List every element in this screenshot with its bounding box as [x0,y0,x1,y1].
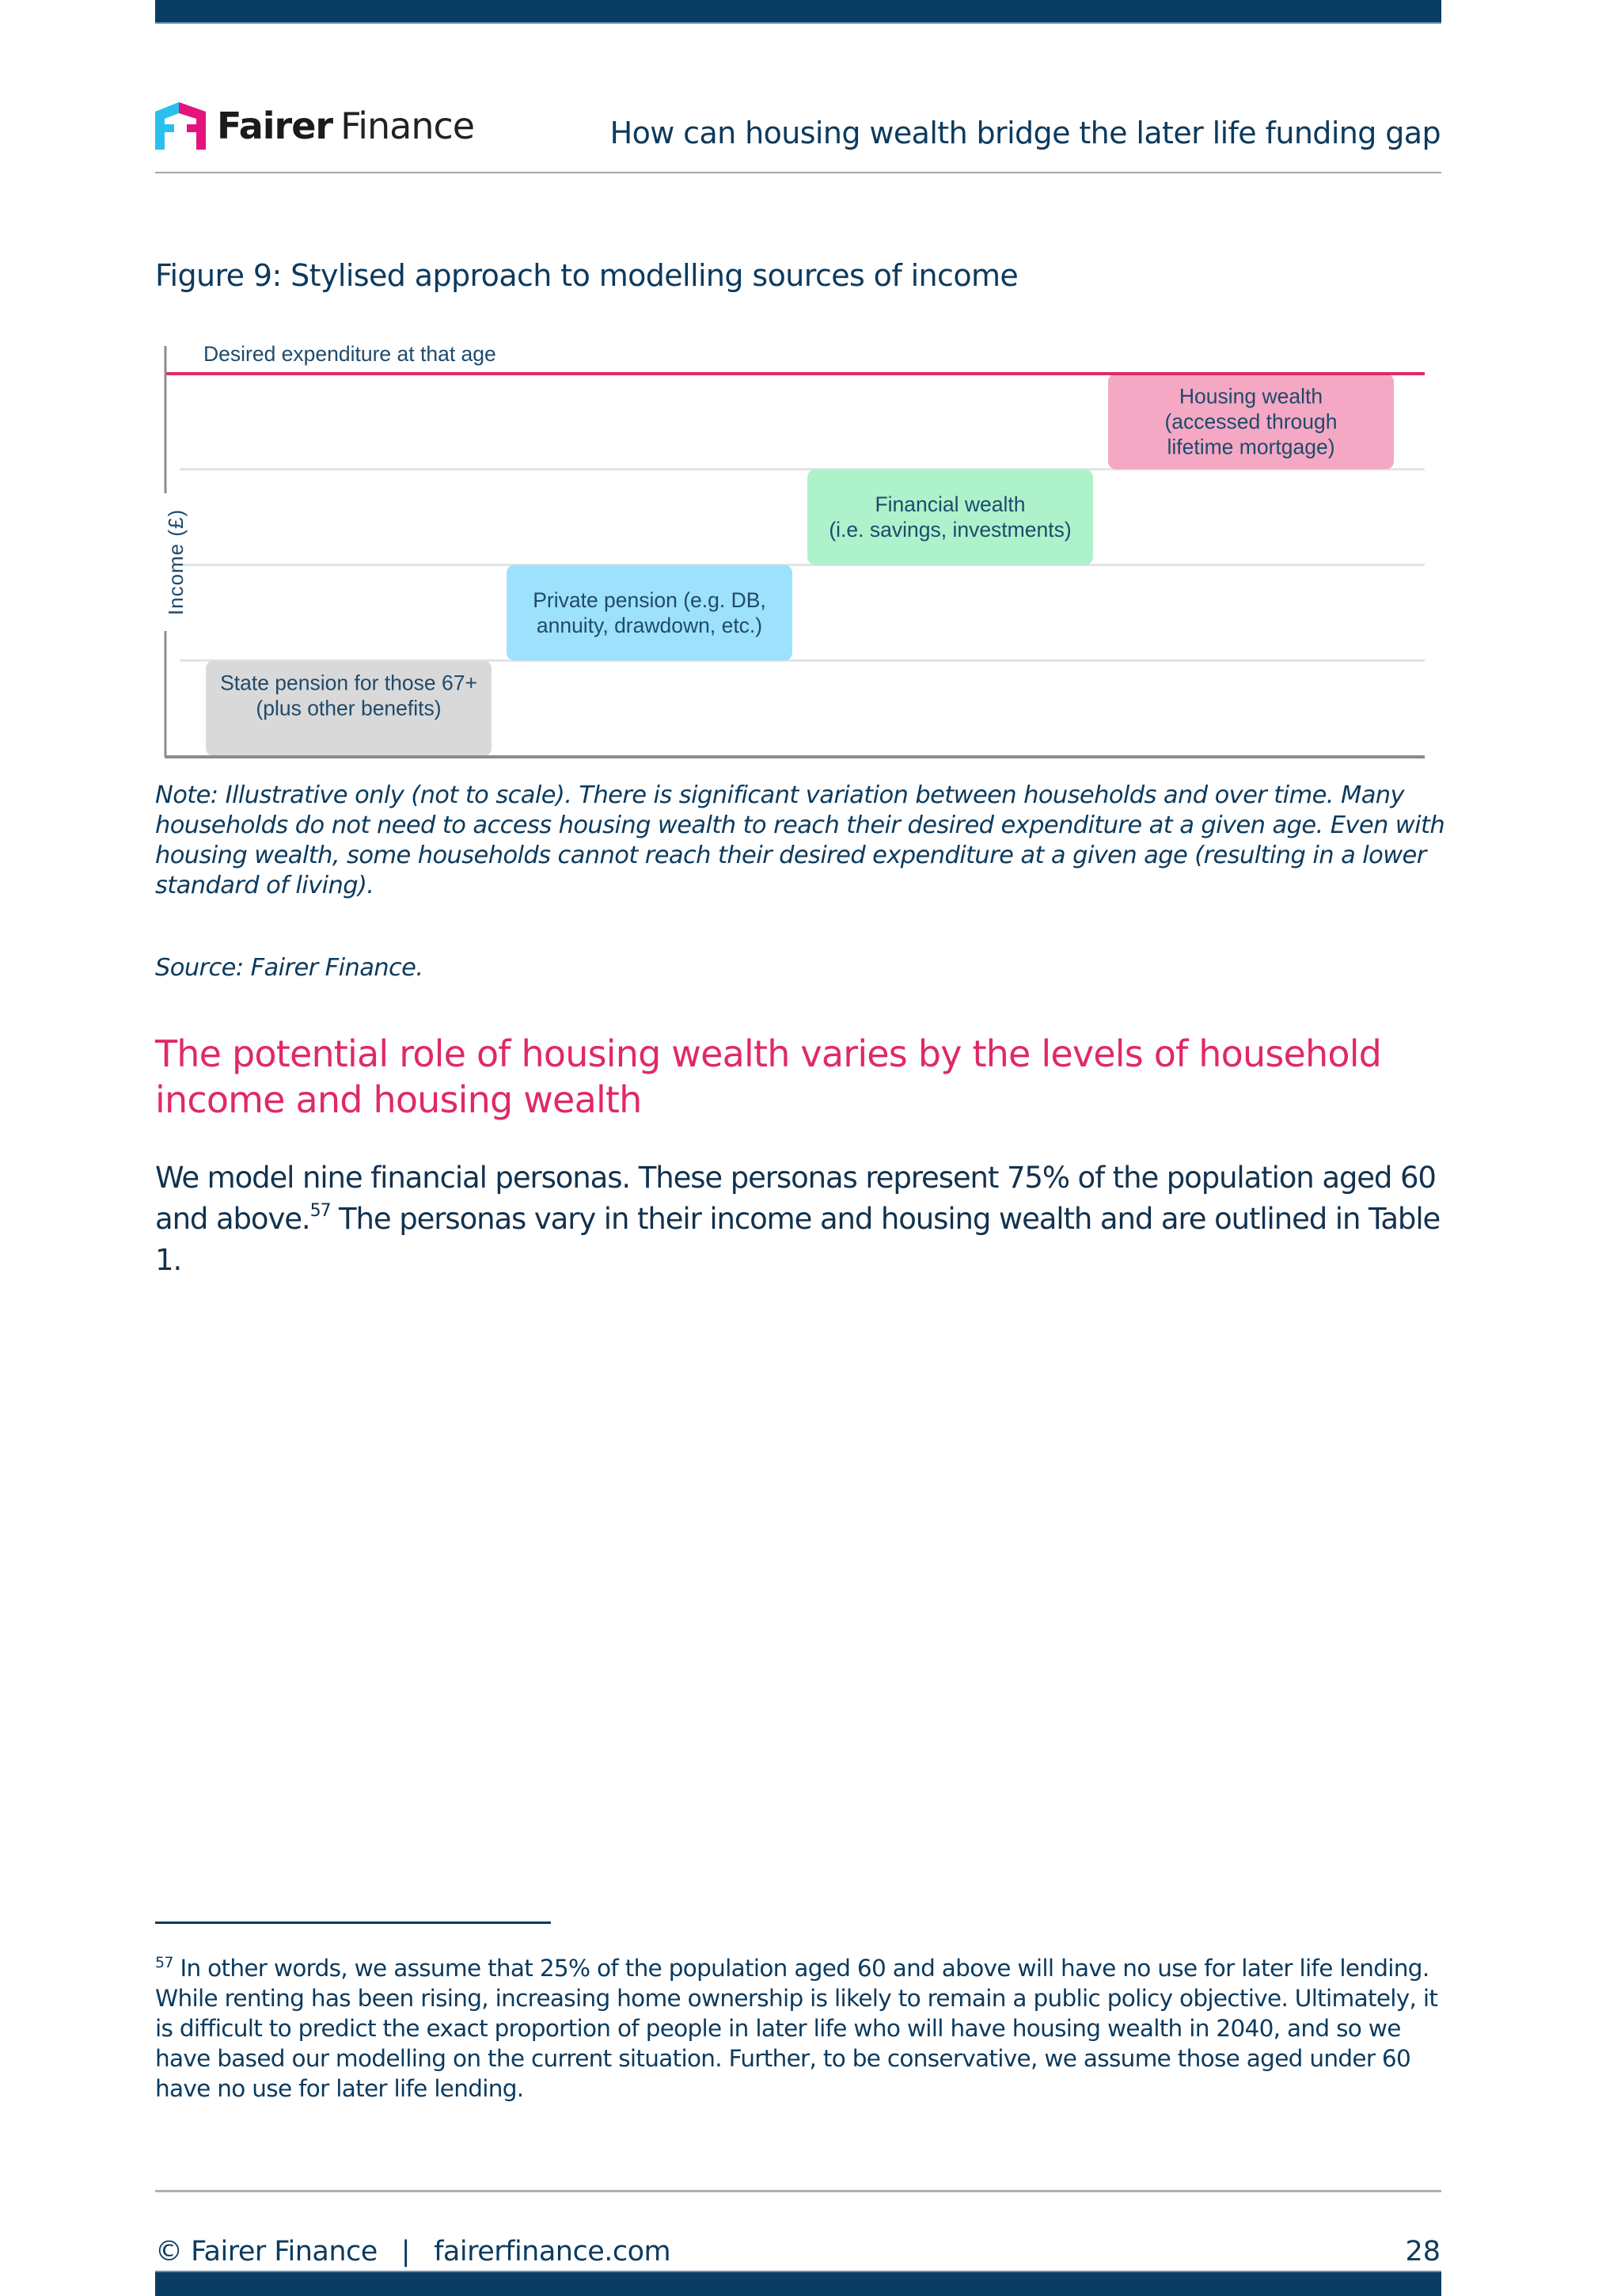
top-banner-bar [155,0,1441,24]
body-text-part1: We model nine financial personas. These personas represent 75% of the population aged 60 and above. [155,1161,1436,1236]
logo-bold-text: Fairer [217,105,333,147]
logo-light-text: Finance [340,105,475,147]
segment-label-private-pension: annuity, drawdown, etc.) [536,613,763,637]
footer-website-link[interactable]: fairerfinance.com [434,2236,671,2267]
body-text-part2: The personas vary in their income and housing wealth and are outlined in Table 1. [155,1202,1441,1277]
body-paragraph [155,1158,1453,1281]
fairer-finance-logo-icon [155,102,206,150]
footnote-divider [155,1922,551,1924]
figure-note: Note: Illustrative only (not to scale). There is significant variation between households and over time. Many households do not need to access housing wealth to reach their desired expenditure at a given age. Even with housing wealth, some households cannot reach their desired expenditure at a given age (resulting in a lower standard of living). [155,781,1445,899]
segment-label-housing-wealth: Housing wealth [1179,384,1323,409]
header-divider [155,172,1441,173]
logo-wordmark [217,105,475,147]
footer-divider [155,2190,1441,2192]
footnote-text: In other words, we assume that 25% of the population aged 60 and above will have no use for later life lending. While renting has been rising, increasing home ownership is likely to remain a public policy objective. Ultimately, it is difficult to predict the exact proportion of people in later life who will have housing wealth in 2040, and so we have based our modelling on the current situation. Further, to be conservative, we assume those aged under 60 have no use for later life lending. [155,1955,1438,2102]
footer-copyright: © Fairer Finance [155,2236,378,2267]
footer-separator: | [401,2236,411,2267]
section-heading: The potential role of housing wealth varies by the levels of household income and housing wealth [155,1032,1382,1121]
footnote-57 [155,1953,1445,2104]
fairer-finance-logo[interactable] [155,101,474,150]
segment-label-financial-wealth: Financial wealth [875,492,1026,517]
income-sources-chart [155,340,1437,768]
footnote-number: 57 [155,1954,173,1971]
footer-left [155,2236,670,2267]
segment-label-state-pension: State pension for those 67+ [220,671,477,695]
desired-expenditure-label: Desired expenditure at that age [203,342,496,366]
figure-caption: Figure 9: Stylised approach to modelling sources of income [155,258,1019,293]
footnote-reference-link[interactable]: 57 [309,1201,331,1221]
segment-label-private-pension: Private pension (e.g. DB, [533,587,766,612]
document-title: How can housing wealth bridge the later life funding gap [609,116,1441,150]
segment-label-housing-wealth: (accessed through [1164,409,1338,434]
segment-box-private-pension [507,565,792,661]
segment-label-state-pension: (plus other benefits) [256,696,442,720]
y-axis-label: Income (£) [164,508,188,616]
segment-label-financial-wealth: (i.e. savings, investments) [829,518,1072,542]
bottom-banner-bar [155,2271,1441,2296]
chart-svg [155,340,1437,768]
segment-box-financial-wealth [807,469,1093,565]
figure-source: Source: Fairer Finance. [155,954,423,982]
segment-label-housing-wealth: lifetime mortgage) [1167,435,1335,459]
page-number: 28 [1405,2236,1441,2267]
